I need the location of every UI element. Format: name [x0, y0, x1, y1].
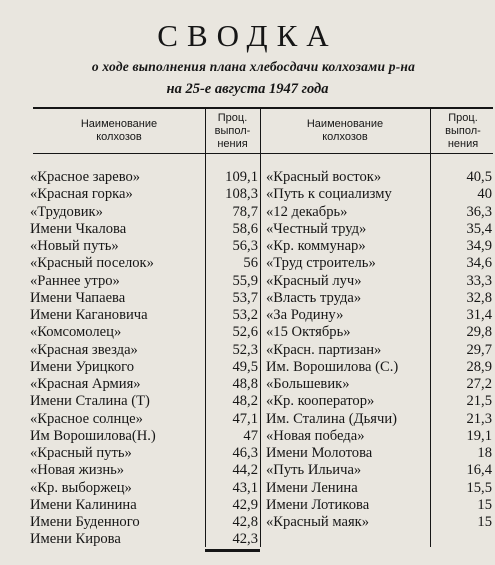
percent-value: 52,6 [232, 324, 258, 341]
table-row [0, 480, 495, 497]
percent-value: 29,7 [466, 341, 492, 358]
table-body [0, 169, 495, 549]
percent-value: 18 [477, 445, 492, 461]
subtitle-line-2: на 25-е августа 1947 года [166, 81, 329, 97]
kolkhoz-name: Им. Ворошилова (С.) [266, 358, 399, 375]
header-percent-right: Проц. выпол- нения [445, 112, 481, 150]
kolkhoz-name: Имени Чкалова [30, 220, 127, 237]
percent-value: 56,3 [232, 238, 258, 254]
percent-value: 49,5 [232, 358, 258, 375]
kolkhoz-name: Имени Чапаева [30, 289, 126, 306]
table-row [0, 307, 495, 324]
table-row [0, 324, 495, 341]
percent-value: 31,4 [466, 307, 492, 323]
table-row [0, 428, 495, 445]
table-row [0, 514, 495, 531]
kolkhoz-name: «Красная Армия» [30, 376, 141, 392]
percent-value: 108,3 [225, 186, 258, 203]
percent-value: 53,2 [232, 307, 258, 323]
kolkhoz-name: «Путь к социализму [266, 186, 392, 203]
kolkhoz-name: Имени Кирова [30, 531, 121, 548]
kolkhoz-name: «Красное зарево» [30, 169, 141, 185]
kolkhoz-name: «Большевик» [266, 376, 350, 392]
percent-value: 15,5 [466, 479, 492, 496]
kolkhoz-name: «Комсомолец» [30, 324, 122, 341]
kolkhoz-name: Имени Лотикова [266, 496, 370, 513]
percent-value: 15 [477, 514, 492, 530]
kolkhoz-name: «Красный восток» [266, 169, 382, 185]
kolkhoz-name: «Красный путь» [30, 445, 132, 461]
table-end-bar [205, 549, 260, 552]
kolkhoz-name: «Красн. партизан» [266, 341, 382, 358]
header-name-right: Наименование колхозов [306, 118, 384, 143]
percent-value: 47 [243, 427, 258, 444]
table-row [0, 531, 495, 548]
kolkhoz-name: Имени Молотова [266, 445, 373, 461]
table-row [0, 255, 495, 272]
percent-value: 55,9 [232, 272, 258, 289]
percent-value: 21,5 [466, 393, 492, 410]
percent-value: 109,1 [225, 169, 258, 185]
kolkhoz-name: «12 декабрь» [266, 203, 348, 220]
kolkhoz-name: Имени Буденного [30, 514, 140, 530]
table-row [0, 359, 495, 376]
percent-value: 28,9 [466, 358, 492, 375]
percent-value: 52,3 [232, 341, 258, 358]
kolkhoz-name: «Новая победа» [266, 427, 365, 444]
kolkhoz-name: «Кр. выборжец» [30, 479, 132, 496]
percent-value: 42,3 [232, 531, 258, 548]
percent-value: 19,1 [466, 427, 492, 444]
kolkhoz-name: «Красная горка» [30, 186, 133, 203]
table-row [0, 342, 495, 359]
kolkhoz-name: Имени Ленина [266, 479, 358, 496]
percent-value: 27,2 [466, 376, 492, 392]
kolkhoz-name: «Раннее утро» [30, 272, 120, 289]
percent-value: 40,5 [466, 169, 492, 185]
table-row [0, 290, 495, 307]
percent-value: 43,1 [232, 479, 258, 496]
percent-value: 34,6 [466, 255, 492, 272]
percent-value: 46,3 [232, 445, 258, 461]
table-row [0, 273, 495, 290]
percent-value: 47,1 [232, 410, 258, 427]
kolkhoz-name: «Красное солнце» [30, 410, 143, 427]
table-row [0, 204, 495, 221]
percent-value: 56 [243, 255, 258, 272]
percent-value: 44,2 [232, 462, 258, 479]
percent-value: 36,3 [466, 203, 492, 220]
table-row [0, 221, 495, 238]
kolkhoz-name: Им Ворошилова(Н.) [30, 427, 156, 444]
kolkhoz-name: «Новая жизнь» [30, 462, 125, 479]
percent-value: 48,2 [232, 393, 258, 410]
kolkhoz-name: «Путь Ильича» [266, 462, 362, 479]
table-row [0, 169, 495, 186]
percent-value: 42,8 [232, 514, 258, 530]
percent-value: 40 [477, 186, 492, 203]
table-row [0, 445, 495, 462]
percent-value: 32,8 [466, 289, 492, 306]
kolkhoz-name: «Честный труд» [266, 220, 367, 237]
kolkhoz-name: Имени Калинина [30, 496, 137, 513]
kolkhoz-name: «Красный маяк» [266, 514, 370, 530]
kolkhoz-name: Имени Кагановича [30, 307, 148, 323]
kolkhoz-name: «Трудовик» [30, 203, 103, 220]
percent-value: 35,4 [466, 220, 492, 237]
percent-value: 33,3 [466, 272, 492, 289]
percent-value: 42,9 [232, 496, 258, 513]
page-title: СВОДКА [157, 18, 338, 53]
percent-value: 16,4 [466, 462, 492, 479]
percent-value: 58,6 [232, 220, 258, 237]
table-row [0, 186, 495, 203]
kolkhoz-name: «Кр. кооператор» [266, 393, 375, 410]
table-row [0, 238, 495, 255]
percent-value: 15 [477, 496, 492, 513]
header-bottom-rule [33, 153, 493, 154]
percent-value: 29,8 [466, 324, 492, 341]
table-row [0, 497, 495, 514]
percent-value: 78,7 [232, 203, 258, 220]
table-row [0, 376, 495, 393]
percent-value: 34,9 [466, 238, 492, 254]
table-top-rule [33, 107, 493, 109]
kolkhoz-name: Имени Урицкого [30, 358, 135, 375]
kolkhoz-name: «Труд строитель» [266, 255, 376, 272]
table-row [0, 393, 495, 410]
table-row [0, 462, 495, 479]
kolkhoz-name: «Власть труда» [266, 289, 362, 306]
kolkhoz-name: «Красная звезда» [30, 341, 138, 358]
kolkhoz-name: «Новый путь» [30, 238, 119, 254]
percent-value: 21,3 [466, 410, 492, 427]
table-row [0, 411, 495, 428]
header-name-left: Наименование колхозов [80, 118, 158, 143]
percent-value: 53,7 [232, 289, 258, 306]
kolkhoz-name: «15 Октябрь» [266, 324, 351, 341]
percent-value: 48,8 [232, 376, 258, 392]
kolkhoz-name: Им. Сталина (Дьячи) [266, 410, 397, 427]
kolkhoz-name: «За Родину» [266, 307, 344, 323]
kolkhoz-name: «Красный луч» [266, 272, 362, 289]
kolkhoz-name: Имени Сталина (Т) [30, 393, 150, 410]
kolkhoz-name: «Кр. коммунар» [266, 238, 366, 254]
header-percent-left: Проц. выпол- нения [214, 112, 251, 150]
subtitle-line-1: о ходе выполнения плана хлебосдачи колхозами р-на [91, 59, 416, 74]
kolkhoz-name: «Красный поселок» [30, 255, 154, 272]
